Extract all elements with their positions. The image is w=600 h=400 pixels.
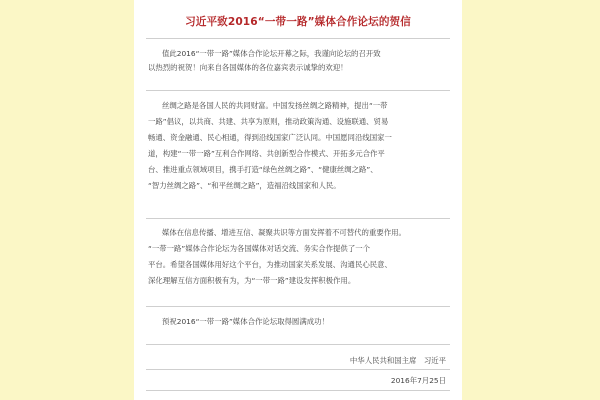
divider: [146, 218, 450, 219]
divider: [146, 38, 450, 39]
paragraph-3-line: 深化理解互信方面积极有为，为“一带一路”建设发挥积极作用。: [148, 276, 356, 285]
paragraph-3-line: 平台。希望各国媒体用好这个平台，为推动国家关系发展、沟通民心民意、: [148, 260, 392, 269]
paragraph-1-line: 以热烈的祝贺！向来自各国媒体的各位嘉宾表示诚挚的欢迎！: [148, 63, 348, 72]
paragraph-2-line: “智力丝绸之路”、“和平丝绸之路”，造福沿线国家和人民。: [148, 181, 341, 190]
paragraph-4-line: 预祝2016“一带一路”媒体合作论坛取得圆满成功！: [162, 317, 329, 326]
paragraph-3-line: “一带一路”媒体合作论坛为各国媒体对话交流、务实合作提供了一个: [148, 244, 370, 253]
letter-title: 习近平致2016“一带一路”媒体合作论坛的贺信: [185, 16, 411, 28]
paragraph-2-line: 丝绸之路是各国人民的共同财富。中国发扬丝绸之路精神，提出“一带: [162, 101, 388, 110]
letter-sheet: [134, 0, 462, 400]
divider: [146, 306, 450, 307]
paragraph-3-line: 媒体在信息传播、增进互信、凝聚共识等方面发挥着不可替代的重要作用。: [162, 228, 406, 237]
paragraph-2-line: 道，构建“一带一路”互利合作网络、共创新型合作模式、开拓多元合作平: [148, 149, 385, 158]
divider: [146, 344, 450, 345]
signature-name: 中华人民共和国主席 习近平: [349, 356, 446, 365]
divider: [146, 390, 450, 391]
divider: [146, 369, 450, 370]
paragraph-2-line: 畅通、资金融通、民心相通，得到沿线国家广泛认同。中国愿同沿线国家一: [148, 133, 392, 142]
paragraph-2-line: 一路”倡议，以共商、共建、共享为原则，推动政策沟通、设施联通、贸易: [148, 117, 389, 126]
paragraph-2-line: 台、推进重点领域项目，携手打造“绿色丝绸之路”、“健康丝绸之路”、: [148, 165, 378, 174]
divider: [146, 90, 450, 91]
signature-date: 2016年7月25日: [390, 376, 446, 385]
paragraph-1-line: 值此2016“一带一路”媒体合作论坛开幕之际，我谨向论坛的召开致: [162, 49, 381, 58]
